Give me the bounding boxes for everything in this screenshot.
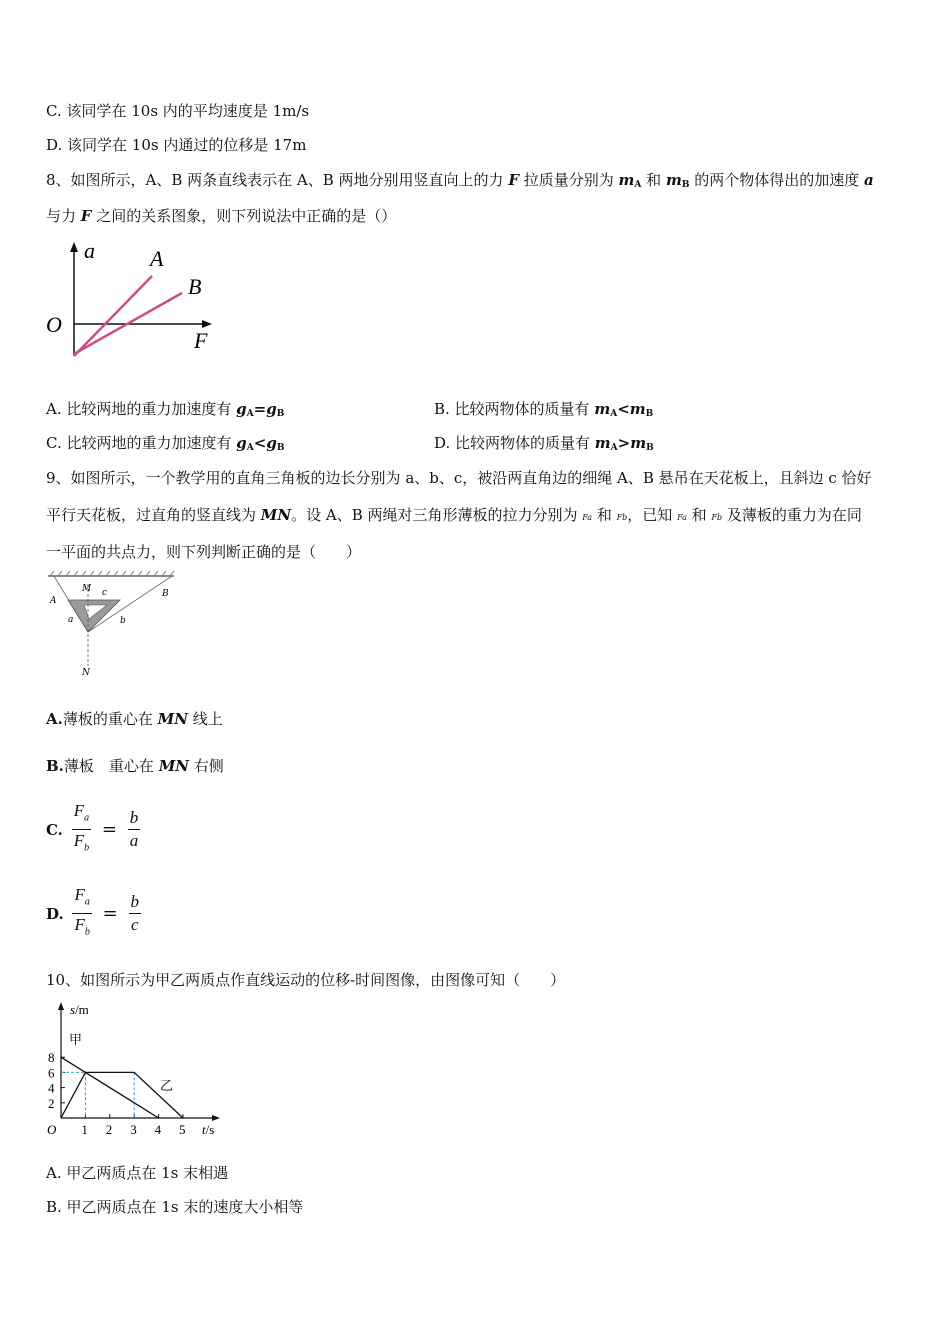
q9-stem-line3: 一平面的共点力，则下列判断正确的是（ ）: [46, 543, 362, 561]
q8-option-a[interactable]: A. 比较两地的重力加速度有 $g_A=g_B$: [46, 400, 285, 419]
q9-option-c[interactable]: C. $\frac{F_a}{F_b}$ = $\frac{b}{a}$: [46, 800, 140, 860]
q10-stem: 10、如图所示为甲乙两质点作直线运动的位移-时间图像，由图像可知（ ）: [46, 971, 566, 989]
label-c: c: [102, 588, 108, 598]
origin-label: O: [47, 1122, 57, 1137]
y-tick-label: 6: [48, 1065, 55, 1081]
q9-option-b[interactable]: B.薄板 重心在 MN 右侧: [46, 757, 224, 775]
q8-label-a: a: [84, 238, 95, 263]
q10-option-b[interactable]: B. 甲乙两质点在 1s 末的速度大小相等: [46, 1198, 304, 1216]
fraction-fa-fb: $\frac{F_a}{F_b}$: [73, 801, 90, 854]
x-tick-label: 4: [154, 1122, 162, 1137]
series-jia-label: 甲: [69, 1033, 83, 1048]
label-A: A: [50, 596, 57, 606]
fraction-fa-fb: $\frac{F_a}{F_b}$: [74, 885, 90, 938]
x-tick-label: 5: [179, 1122, 186, 1137]
q8-label-A: A: [150, 246, 164, 271]
q9-stem-line1: 9、如图所示，一个教学用的直角三角板的边长分别为 a、b、c，被沿两直角边的细绳 A、B 悬吊在天花板上，且斜边 c 恰好: [46, 469, 872, 487]
option-d-prev: D. 该同学在 10s 内通过的位移是 17m: [46, 136, 307, 154]
q8-option-c[interactable]: C. 比较两地的重力加速度有 $g_A<g_B$: [46, 434, 285, 453]
q8-graph: [40, 236, 220, 376]
series-jia: [61, 1057, 159, 1118]
option-c-prev: C. 该同学在 10s 内的平均速度是 1m/s: [46, 102, 310, 120]
fraction-b-a: $\frac{b}{a}$: [129, 808, 139, 851]
q8-stem-line2: 与力 F 之间的关系图象，则下列说法中正确的是（）: [46, 207, 397, 225]
q8-y-arrow: [70, 242, 78, 252]
y-tick-label: 4: [48, 1080, 55, 1096]
label-M: M: [82, 584, 92, 594]
q8-label-O: O: [46, 312, 62, 337]
y-tick-label: 2: [48, 1095, 55, 1111]
y-tick-label: 8: [48, 1050, 55, 1066]
x-tick-label: 1: [81, 1122, 88, 1137]
q9-option-a[interactable]: A.薄板的重心在 MN 线上: [46, 710, 223, 728]
x-arrow: [212, 1115, 220, 1121]
q8-option-d[interactable]: D. 比较两物体的质量有 $m_A>m_B$: [434, 434, 654, 453]
label-B: B: [162, 589, 169, 599]
q10-chart: [40, 998, 230, 1140]
fraction-b-c: $\frac{b}{c}$: [130, 892, 140, 935]
q8-label-F: F: [194, 328, 208, 353]
label-N: N: [82, 668, 90, 678]
y-arrow: [58, 1002, 64, 1010]
q9-option-d[interactable]: D. $\frac{F_a}{F_b}$ = $\frac{b}{c}$: [46, 884, 141, 944]
q9-stem-line2: 平行天花板，过直角的竖直线为 MN。设 A、B 两绳对三角形薄板的拉力分别为 Fa 和 Fb，已知 Fa 和 Fb 及薄板的重力为在同: [46, 506, 862, 524]
x-tick-label: 3: [130, 1122, 137, 1137]
label-b: b: [120, 616, 126, 626]
x-axis-label: t/s: [202, 1122, 215, 1137]
q8-x-arrow: [202, 320, 212, 328]
q8-option-b[interactable]: B. 比较两物体的质量有 $m_A<m_B$: [434, 400, 654, 419]
q10-option-a[interactable]: A. 甲乙两质点在 1s 末相遇: [46, 1164, 229, 1182]
label-a: a: [68, 615, 74, 625]
q8-stem-line1: 8、如图所示，A、B 两条直线表示在 A、B 两地分别用竖直向上的力 F 拉质量分别为 $m_A$ 和 $m_B$ 的两个物体得出的加速度 a: [46, 171, 874, 190]
y-axis-label: s/m: [70, 1002, 89, 1017]
x-tick-label: 2: [105, 1122, 113, 1137]
series-yi-label: 乙: [160, 1079, 174, 1094]
q8-label-B: B: [188, 274, 202, 299]
q9-figure: [44, 570, 179, 682]
ceiling-hatch: [50, 571, 174, 576]
